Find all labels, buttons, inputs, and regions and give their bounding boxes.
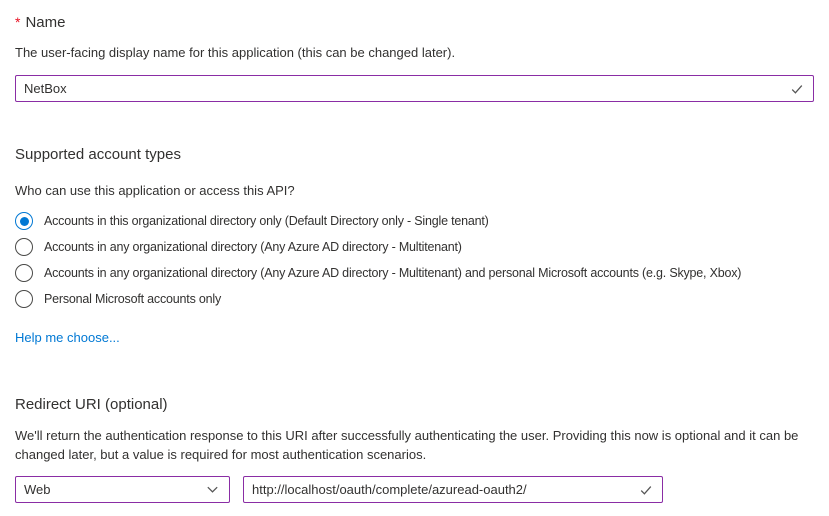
radio-option-label: Accounts in any organizational directory (Any Azure AD directory - Multitenant) — [44, 240, 462, 254]
radio-option-multitenant[interactable] — [15, 234, 814, 260]
chevron-down-icon — [205, 482, 220, 497]
radio-option-personal-only[interactable] — [15, 286, 814, 312]
redirect-uri-section — [15, 395, 814, 503]
valid-check-icon — [789, 81, 805, 97]
radio-option-label: Accounts in any organizational directory (Any Azure AD directory - Multitenant) and personal Microsoft accounts (e.g. Skype, Xbox) — [44, 266, 742, 280]
redirect-uri-input[interactable] — [244, 477, 662, 502]
radio-option-multitenant-personal[interactable] — [15, 260, 814, 286]
platform-select[interactable] — [15, 476, 230, 503]
radio-option-label: Accounts in this organizational directory only (Default Directory only - Single tenant) — [44, 214, 489, 228]
name-description: The user-facing display name for this application (this can be changed later). — [15, 45, 456, 60]
help-me-choose-link[interactable]: Help me choose... — [15, 330, 120, 345]
radio-button-icon — [15, 212, 33, 230]
name-input[interactable] — [16, 76, 813, 101]
name-heading-label: Name — [25, 14, 66, 31]
redirect-uri-heading: Redirect URI (optional) — [15, 396, 168, 413]
platform-select-value: Web — [24, 482, 51, 497]
account-types-question: Who can use this application or access this API? — [15, 183, 295, 198]
name-section — [15, 12, 814, 102]
name-field — [15, 75, 814, 102]
redirect-uri-field — [243, 476, 663, 503]
valid-check-icon — [638, 482, 654, 498]
radio-button-icon — [15, 290, 33, 308]
account-types-radio-group — [15, 208, 814, 312]
radio-button-icon — [15, 238, 33, 256]
required-asterisk: * — [15, 14, 21, 30]
supported-account-types-heading: Supported account types — [15, 146, 181, 163]
radio-option-single-tenant[interactable] — [15, 208, 814, 234]
redirect-uri-row — [15, 476, 814, 503]
redirect-uri-description: We'll return the authentication response to this URI after successfully authenticating the user. Providing this now is optional and it can be changed later, but a value is required for most authentication scenarios. — [15, 428, 799, 462]
supported-account-types-section — [15, 145, 814, 347]
name-heading — [15, 12, 814, 33]
radio-option-label: Personal Microsoft accounts only — [44, 292, 222, 306]
radio-button-icon — [15, 264, 33, 282]
